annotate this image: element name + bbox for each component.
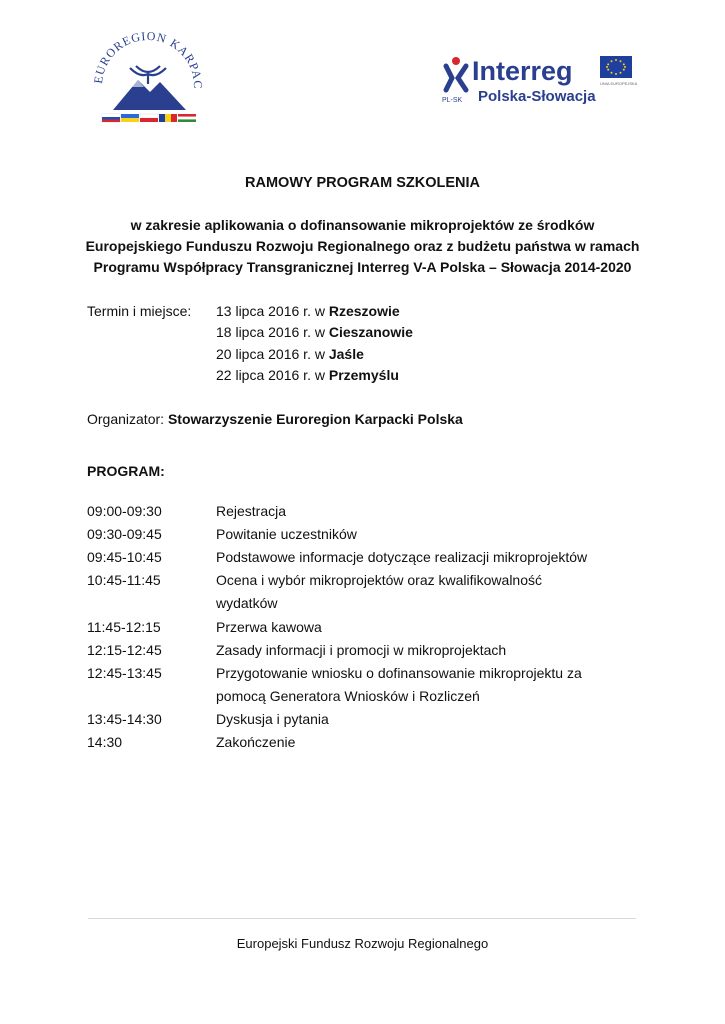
- euroregion-karpacki-logo: [88, 28, 208, 128]
- document-subtitle: [60, 215, 665, 278]
- termin-entry: 22 lipca 2016 r. w Przemyślu: [216, 367, 399, 383]
- program-desc: Powitanie uczestników: [216, 526, 357, 542]
- program-desc: Rejestracja: [216, 503, 287, 519]
- program-desc: Zakończenie: [216, 734, 296, 750]
- svg-text:EUROREGION KARPACKI: EUROREGION KARPAC: [90, 28, 206, 90]
- program-heading: PROGRAM:: [87, 463, 165, 479]
- polska-slowacja-text: Polska-Słowacja: [478, 88, 596, 105]
- program-desc: Dyskusja i pytania: [216, 711, 329, 727]
- program-time: 12:15-12:45: [87, 642, 162, 658]
- document-title: RAMOWY PROGRAM SZKOLENIA: [245, 175, 480, 191]
- organizator-line: Organizator: Stowarzyszenie Euroregion Karpacki Polska: [87, 411, 463, 427]
- subtitle-line: Europejskiego Funduszu Rozwoju Regionalnego oraz z budżetu państwa w ramach: [85, 238, 640, 254]
- program-time: 13:45-14:30: [87, 711, 162, 727]
- subtitle-line: w zakresie aplikowania o dofinansowanie mikroprojektów ze środków: [130, 217, 595, 233]
- program-time: 09:45-10:45: [87, 549, 162, 565]
- interreg-wordmark: Interreg: [472, 56, 573, 86]
- program-time: 11:45-12:15: [87, 619, 161, 635]
- footer-divider: [88, 918, 636, 919]
- interreg-logo: [438, 52, 638, 110]
- program-time: 10:45-11:45: [87, 572, 161, 588]
- program-desc: Przygotowanie wniosku o dofinansowanie mikroprojektu za pomocą Generatora Wniosków i Rozliczeń: [216, 665, 582, 704]
- termin-entry: 20 lipca 2016 r. w Jaśle: [216, 346, 364, 362]
- program-desc: Zasady informacji i promocji w mikroprojektach: [216, 642, 507, 658]
- svg-text:PL-SK: PL-SK: [442, 97, 463, 104]
- termin-label: Termin i miejsce:: [87, 303, 192, 319]
- program-time: 09:00-09:30: [87, 503, 162, 519]
- termin-entry: 13 lipca 2016 r. w Rzeszowie: [216, 303, 400, 319]
- footer-text: Europejski Fundusz Rozwoju Regionalnego: [236, 936, 489, 951]
- termin-entry: 18 lipca 2016 r. w Cieszanowie: [216, 324, 413, 340]
- program-desc: Podstawowe informacje dotyczące realizacji mikroprojektów: [216, 549, 588, 565]
- program-desc: Przerwa kawowa: [216, 619, 322, 635]
- program-time: 12:45-13:45: [87, 665, 162, 681]
- subtitle-line: Programu Współpracy Transgranicznej Interreg V-A Polska – Słowacja 2014-2020: [93, 259, 632, 275]
- eu-caption: UNIA EUROPEJSKA: [600, 81, 638, 86]
- program-time: 14:30: [87, 734, 123, 750]
- program-desc: Ocena i wybór mikroprojektów oraz kwalifikowalność wydatków: [216, 572, 543, 611]
- program-time: 09:30-09:45: [87, 526, 162, 542]
